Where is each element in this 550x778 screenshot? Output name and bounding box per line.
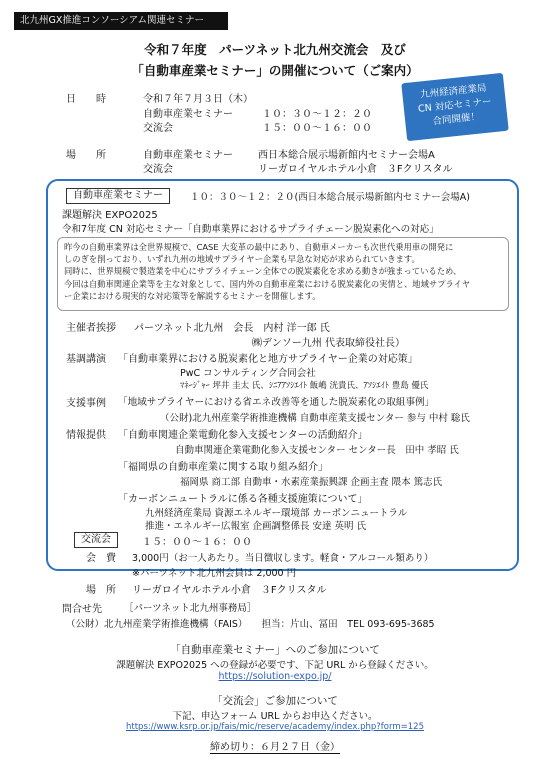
info-label: 情報提供 (66, 430, 106, 441)
info2-speaker: 福岡県 商工部 自動車・水素産業振興課 企画主査 隈本 篤志氏 (180, 477, 443, 488)
seminar-place: 西日本総合展示場新館内セミナー会場A (258, 150, 435, 161)
exchange-place-value: リーガロイヤルホテル小倉 ３Fクリスタル (132, 585, 327, 596)
description-line-2: しのぎを削っており、いずれ九州の地域サプライヤー企業も早急な対応が求められていきます。 (64, 254, 420, 265)
seminar-time-place: １０：３０〜１２：２０(西日本総合展示場新館内セミナー会場A) (190, 192, 470, 203)
keynote-label: 基調講演 (66, 354, 106, 365)
exchange-signup-note: 下記、申込フォーム URL からお申込ください。 (172, 711, 378, 722)
exchange-box-label: 交流会 (74, 532, 118, 548)
info3-speaker-2: 推進・エネルギー広報室 企画調整係長 安達 英明 氏 (145, 521, 367, 532)
deadline: 締め切り：６月２７日（金） (210, 742, 340, 753)
greeting-line-1: パーツネット北九州 会長 内村 洋一郎 氏 (134, 323, 330, 334)
contact-label: 問合せ先 (62, 604, 102, 615)
date-label: 日 時 (66, 94, 106, 105)
greeting-line-2: ㈱デンソー九州 代表取締役社長） (252, 338, 405, 349)
exchange-time-box: １５：００〜１６：００ (142, 537, 252, 548)
seminar-place-label: 自動車産業セミナー (143, 150, 233, 161)
description-line-1: 昨今の自動車業界は全世界規模で、CASE 大変革の最中にあり、自動車メーカーも次世代乗用車の開発に (64, 242, 454, 252)
seminar-subtitle-1: 課題解決 EXPO2025 (62, 210, 158, 221)
description-line-4: 今回は自動車関連企業等を主な対象として、国内外の自動車産業における脱炭素化の実情と、地域サプライヤ (64, 278, 471, 289)
keynote-speakers: ﾏﾈｰｼﾞｬｰ 坪井 圭太 氏、ｼﾆｱｱｿｼｴｲﾄ 飯嶋 洸貴氏、ｱｿｼｴｲﾄ 豊島 優氏 (180, 381, 429, 391)
greeting-label: 主催者挨拶 (66, 323, 116, 334)
seminar-signup-heading: 「自動車産業セミナー」へのご参加について (170, 644, 380, 656)
fee-value: 3,000円（お一人あたり。当日徴収します。軽食・アルコール類あり） (132, 553, 434, 564)
seminar-time-label: 自動車産業セミナー (143, 109, 233, 120)
contact-org: ［パーツネット北九州事務局］ (124, 603, 257, 614)
info1-speaker: 自動車関連企業電動化参入支援センター センター長 田中 孝昭 氏 (175, 445, 459, 456)
info3-title: 「カーボンニュートラルに係る各種支援施策について」 (118, 494, 368, 505)
seminar-box-label: 自動車産業セミナー (66, 188, 170, 204)
description-line-5: ー企業における現実的な対応策等を解説するセミナーを開催します。 (64, 290, 321, 301)
title-line-2: 「自動車産業セミナー」の開催について（ご案内） (131, 63, 419, 78)
seminar-description (57, 237, 509, 311)
info2-title: 「福岡県の自動車産業に関する取り組み紹介」 (118, 462, 328, 473)
keynote-title: 「自動車業界における脱炭素化と地方サプライヤー企業の対応策」 (118, 354, 418, 365)
header-tag: 北九州GX推進コンソーシアム関連セミナー (14, 12, 228, 30)
fee-note: ※パーツネット北九州会員は 2,000 円 (132, 568, 297, 579)
seminar-signup-link[interactable]: https://solution-expo.jp/ (218, 671, 332, 682)
keynote-org: PwC コンサルティング合同会社 (180, 368, 316, 379)
badge-line-3: 合同開催！ (432, 111, 481, 128)
exchange-signup-link[interactable]: https://www.ksrp.or.jp/fais/mic/reserve/academy/index.php?form=125 (126, 722, 424, 732)
exchange-time: １５：００〜１６：００ (262, 123, 372, 134)
info1-title: 「自動車関連企業電動化参入支援センターの活動紹介」 (118, 430, 368, 441)
place-label: 場 所 (66, 150, 106, 161)
case-label: 支援事例 (66, 398, 106, 409)
exchange-signup-heading: 「交流会」ご参加について (212, 695, 338, 707)
badge-line-2: CN 対応セミナー (417, 96, 493, 115)
exchange-time-label: 交流会 (143, 123, 173, 134)
exchange-place: リーガロイヤルホテル小倉 ３Fクリスタル (258, 164, 453, 175)
contact-detail: （公財）北九州産業学術推進機構（FAIS） 担当：片山、冨田 TEL 093-695-3685 (66, 619, 435, 630)
seminar-subtitle-2: 令和7年度 CN 対応セミナー「自動車業界におけるサプライチェーン脱炭素化への対応」 (62, 224, 439, 235)
description-line-3: 同時に、世界規模で製造業を中心にサプライチェーン全体での脱炭素化を求める動きが強まっているため、 (64, 266, 462, 277)
cn-seminar-badge (401, 73, 509, 141)
exchange-place-label: 交流会 (143, 164, 173, 175)
info3-speaker-1: 九州経済産業局 資源エネルギー環境部 カーボンニュートラル (145, 508, 408, 519)
title-line-1: 令和７年度 パーツネット北九州交流会 及び (144, 42, 406, 57)
seminar-signup-note: 課題解決 EXPO2025 への登録が必要です、下記 URL から登録ください。 (116, 660, 434, 671)
case-speaker: （公財)北九州産業学術推進機構 自動車産業支援センター 参与 中村 聡氏 (160, 413, 470, 424)
date-value: 令和７年７月３日（木） (143, 94, 253, 105)
exchange-place-label-2: 場 所 (86, 585, 116, 596)
seminar-time: １０：３０〜１２：２０ (262, 109, 372, 120)
case-title: 「地域サプライヤーにおける省エネ改善等を通した脱炭素化の取組事例」 (118, 397, 435, 408)
badge-line-1: 九州経済産業局 (419, 82, 488, 101)
fee-label: 会 費 (86, 553, 116, 564)
